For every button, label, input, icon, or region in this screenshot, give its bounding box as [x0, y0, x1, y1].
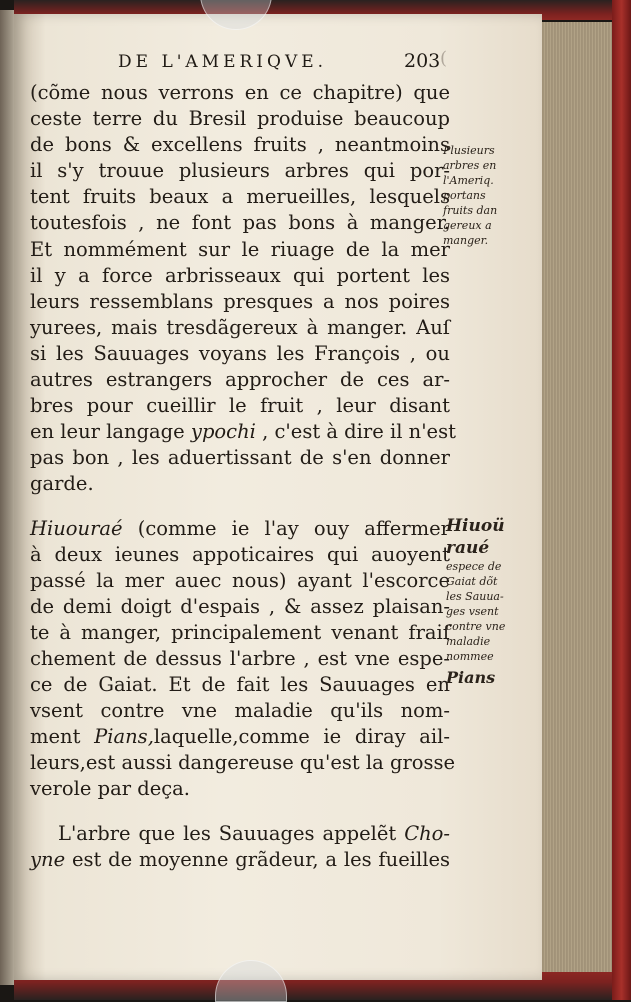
note-line: contre vne	[446, 620, 506, 633]
text-line	[30, 419, 456, 445]
text-line: pas bon , les aduertissant de s'en donner	[30, 446, 450, 470]
text-fragment: est de moyenne grãdeur, a les fueilles	[71, 847, 450, 871]
note-line: fruits dan	[443, 204, 498, 217]
text-line	[30, 847, 450, 873]
word-hiuourae: Hiuouraé	[30, 516, 123, 540]
note-line: manger.	[443, 234, 489, 247]
text-line: toutesfois , ne font pas bons à manger.	[30, 211, 450, 235]
text-line: garde.	[30, 472, 94, 496]
word-choyne-a: Cho-	[404, 821, 451, 845]
body-text	[30, 80, 456, 873]
margin-note-dangerous-fruits	[443, 143, 538, 248]
paragraph-1	[30, 80, 456, 498]
text-line: leurs,est aussi dangereuse qu'est la grosse	[30, 751, 456, 775]
text-line	[30, 516, 450, 542]
text-line: de demi doigt d'espais , & assez plaisan-	[30, 594, 450, 618]
text-line: il s'y trouue plusieurs arbres qui por-	[30, 159, 450, 183]
page-fore-edge	[540, 22, 614, 972]
note-line: maladie	[446, 635, 491, 648]
text-line: ceste terre du Bresil produise beaucoup	[30, 107, 450, 131]
margin-note-hiuourae	[446, 515, 538, 689]
bleed-through-mark: (	[440, 48, 448, 69]
note-line: Plusieurs	[443, 144, 495, 157]
note-line: gereux a	[443, 219, 492, 232]
text-line: verole par deça.	[30, 777, 190, 801]
page-number: 203	[404, 50, 441, 72]
note-line: ges vsent	[446, 605, 499, 618]
text-line: yurees, mais tresdãgereux à manger. Auſ	[30, 315, 450, 339]
note-title: Hiuoü	[446, 516, 505, 536]
text-line: bres pour cueillir le fruit , leur disant	[30, 394, 450, 418]
text-line	[30, 821, 450, 847]
text-line	[30, 724, 450, 750]
word-ypochi: ypochi	[190, 420, 256, 444]
note-line: nommee	[446, 650, 494, 663]
text-line: chement de dessus l'arbre , est vne espe-	[30, 646, 450, 670]
text-fragment: , c'est à dire il n'est	[262, 420, 456, 444]
text-line: il y a force arbrisseaux qui portent les	[30, 263, 450, 287]
note-line: les Sauua-	[446, 590, 504, 603]
word-choyne-b: yne	[30, 847, 66, 871]
text-line: de bons & excellens fruits , neantmoins	[30, 133, 450, 157]
text-line: si les Sauuages voyans les François , ou	[30, 341, 450, 365]
text-line: leurs ressemblans presques a nos poires	[30, 289, 450, 313]
book-binding-right	[612, 0, 631, 1000]
note-line: l'Ameriq.	[443, 174, 494, 187]
text-fragment: ment	[30, 725, 81, 749]
text-line: te à manger, principalement venant fraiſ	[30, 620, 450, 644]
word-pians: Pians,	[94, 725, 154, 749]
text-line: à deux ieunes appoticaires qui auoyent	[30, 542, 450, 566]
text-line: autres estrangers approcher de ces ar-	[30, 368, 450, 392]
paragraph-3	[30, 821, 450, 873]
text-line: ce de Gaiat. Et de fait les Sauuages en	[30, 673, 450, 697]
text-fragment: L'arbre que les Sauuages appelẽt	[58, 821, 397, 845]
text-fragment: en leur langage	[30, 420, 185, 444]
text-line: Et nommément sur le riuage de la mer	[30, 237, 450, 261]
text-line: (cõme nous verrons en ce chapitre) que	[30, 81, 450, 104]
text-line: tent fruits beaux a merueilles, lesquels	[30, 185, 450, 209]
text-fragment: (comme ie l'ay ouy affermer	[137, 516, 451, 540]
text-line: vsent contre vne maladie qu'ils nom-	[30, 699, 450, 723]
note-line: arbres en	[443, 159, 497, 172]
note-title: raué	[446, 538, 490, 558]
note-line: espece de	[446, 560, 502, 573]
note-line: portans	[443, 189, 486, 202]
text-line: passé la mer auec nous) ayant l'escorce	[30, 568, 450, 592]
paragraph-2	[30, 516, 456, 803]
note-pians: Pians	[446, 668, 496, 687]
text-fragment: laquelle,comme ie diray ail-	[153, 725, 450, 749]
running-title: DE L'AMERIQVE.	[118, 52, 328, 72]
note-line: Gaiat dõt	[446, 575, 498, 588]
